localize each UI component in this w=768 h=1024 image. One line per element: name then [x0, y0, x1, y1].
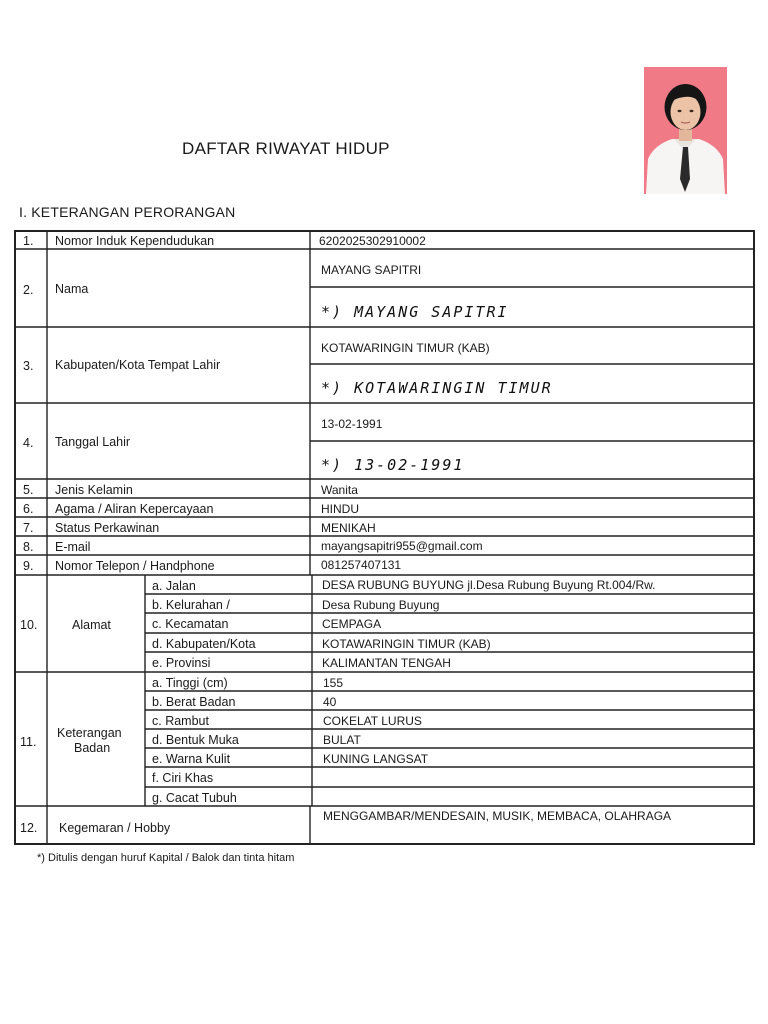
field-label-alamat: Alamat	[72, 618, 111, 632]
field-value-agama: HINDU	[321, 502, 359, 516]
row-number: 3.	[23, 359, 34, 373]
body-label-rambut: c. Rambut	[152, 714, 209, 728]
row-number: 11.	[20, 735, 37, 749]
section-title: I. KETERANGAN PERORANGAN	[19, 204, 236, 220]
address-label-kabupaten: d. Kabupaten/Kota	[152, 637, 256, 651]
field-label-nama: Nama	[55, 282, 89, 296]
address-value-kecamatan: CEMPAGA	[322, 617, 382, 631]
address-value-jalan: DESA RUBUNG BUYUNG jl.Desa Rubung Buyung Rt.004/Rw.	[322, 578, 656, 592]
field-value-email: mayangsapitri955@gmail.com	[321, 539, 483, 553]
document-title: DAFTAR RIWAYAT HIDUP	[182, 139, 390, 158]
body-label-berat: b. Berat Badan	[152, 695, 236, 709]
row-number: 8.	[23, 540, 34, 554]
address-label-kelurahan: b. Kelurahan /	[152, 598, 230, 612]
row-number: 1.	[23, 234, 34, 248]
body-value-tinggi: 155	[323, 676, 344, 690]
field-label-jenis-kelamin: Jenis Kelamin	[55, 483, 133, 497]
address-value-kelurahan: Desa Rubung Buyung	[322, 598, 440, 612]
footnote: *) Ditulis dengan huruf Kapital / Balok dan tinta hitam	[37, 852, 295, 864]
field-label-telepon: Nomor Telepon / Handphone	[55, 559, 215, 573]
address-label-provinsi: e. Provinsi	[152, 656, 211, 670]
body-label-warna-kulit: e. Warna Kulit	[152, 752, 231, 766]
address-value-provinsi: KALIMANTAN TENGAH	[322, 656, 451, 670]
field-label-email: E-mail	[55, 540, 91, 554]
handwritten-tempat-lahir: *) KOTAWARINGIN TIMUR	[321, 379, 553, 397]
row-number: 2.	[23, 283, 34, 297]
field-label-status: Status Perkawinan	[55, 521, 160, 535]
field-value-status: MENIKAH	[321, 521, 376, 535]
field-label-hobby: Kegemaran / Hobby	[59, 821, 171, 835]
body-label-cacat-tubuh: g. Cacat Tubuh	[152, 791, 237, 805]
field-label-tempat-lahir: Kabupaten/Kota Tempat Lahir	[55, 358, 221, 372]
field-value-hobby: MENGGAMBAR/MENDESAIN, MUSIK, MEMBACA, OLAHRAGA	[323, 809, 672, 823]
row-number: 9.	[23, 559, 34, 573]
field-value-tempat-lahir: KOTAWARINGIN TIMUR (KAB)	[321, 341, 490, 355]
row-number: 4.	[23, 436, 34, 450]
row-number: 7.	[23, 521, 34, 535]
portrait-photo	[644, 67, 727, 194]
field-label-agama: Agama / Aliran Kepercayaan	[55, 502, 214, 516]
field-label-nik: Nomor Induk Kependudukan	[55, 234, 215, 248]
field-value-nama: MAYANG SAPITRI	[321, 263, 422, 277]
field-value-tanggal-lahir: 13-02-1991	[321, 417, 383, 431]
row-number: 10.	[20, 618, 38, 632]
handwritten-nama: *) MAYANG SAPITRI	[321, 303, 509, 321]
body-value-rambut: COKELAT LURUS	[323, 714, 422, 728]
row-number: 5.	[23, 483, 34, 497]
row-number: 6.	[23, 502, 34, 516]
biodata-form-table	[14, 230, 755, 845]
address-label-kecamatan: c. Kecamatan	[152, 617, 229, 631]
field-label-keterangan-badan-2: Badan	[74, 741, 111, 755]
field-label-keterangan-badan: Keterangan	[57, 726, 122, 740]
body-value-berat: 40	[323, 695, 337, 709]
address-value-kabupaten: KOTAWARINGIN TIMUR (KAB)	[322, 637, 491, 651]
field-value-telepon: 081257407131	[321, 558, 402, 572]
handwritten-tanggal-lahir: *) 13-02-1991	[321, 456, 465, 474]
address-label-jalan: a. Jalan	[152, 579, 196, 593]
body-label-bentuk-muka: d. Bentuk Muka	[152, 733, 239, 747]
body-label-ciri-khas: f. Ciri Khas	[152, 771, 214, 785]
body-value-bentuk-muka: BULAT	[323, 733, 361, 747]
field-value-jenis-kelamin: Wanita	[321, 483, 358, 497]
body-label-tinggi: a. Tinggi (cm)	[152, 676, 228, 690]
field-value-nik: 6202025302910002	[319, 234, 426, 248]
field-label-tanggal-lahir: Tanggal Lahir	[55, 435, 131, 449]
row-number: 12.	[20, 821, 38, 835]
body-value-warna-kulit: KUNING LANGSAT	[323, 752, 429, 766]
